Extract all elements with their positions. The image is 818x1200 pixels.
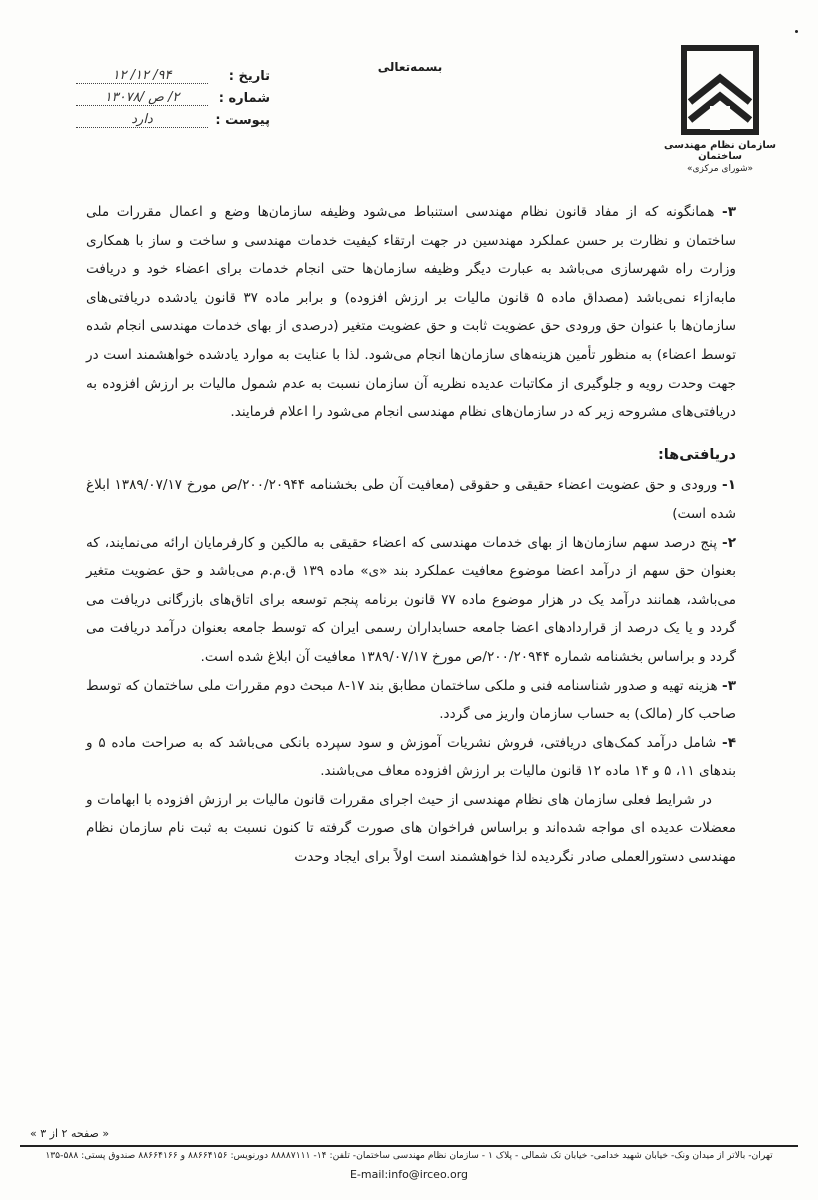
list-item (86, 471, 736, 528)
item-number: ۱- (722, 477, 736, 494)
page-number: « صفحه ۲ از ۳ » (30, 1127, 110, 1140)
item-number: ۴- (722, 734, 736, 751)
org-logo (655, 44, 785, 194)
letter-body (86, 198, 736, 872)
intro-number: ۳- (722, 204, 737, 220)
list-item (86, 729, 736, 786)
item-number: ۲- (722, 534, 736, 551)
bismillah: بسمه‌تعالی (377, 60, 443, 74)
footer-address: تهران- بالاتر از میدان ونک- خیابان شهید خدامی- خیابان تک شمالی - پلاک ۱ - سازمان نظام مهندسی ساختمان- تلفن: ۱۴- ۸۸۸۸۷۱۱۱ دورنویس: ۸۸۶۶۴۱۵۶ و ۸۸۶۶۴۱۶۶ صندوق پستی: ۵۸۸-۱۳۵ (45, 1150, 773, 1161)
footer-divider (20, 1145, 798, 1147)
org-name: سازمان نظام مهندسی ساختمان (664, 140, 776, 162)
scan-dot (795, 30, 798, 33)
item-text: شامل درآمد کمک‌های دریافتی، فروش نشریات آموزش و سود سپرده بانکی می‌باشد که به صراحت ماده ۵ و بندهای ۱۱، ۵ و ۱۴ ماده ۱۲ قانون مالیات بر ارزش افزوده معاف می‌باشند. (86, 734, 736, 780)
letter-meta (30, 62, 270, 128)
list-item (86, 672, 736, 729)
footer-email: E-mail:info@irceo.org (349, 1168, 469, 1181)
number-label: شماره : (218, 91, 270, 106)
closing-paragraph: در شرایط فعلی سازمان های نظام مهندسی از حیث اجرای مقررات قانون مالیات بر ارزش افزوده با ابهامات و معضلات عدیده ای مواجه شده‌اند و براساس فراخوان های صورت گرفته تا کنون نسبت به ثبت نام سازمان نظام مهندسی دستورالعملی صادر نگردیده لذا خواهشمند است اولاً برای ایجاد وحدت (86, 791, 736, 866)
intro-text: همانگونه که از مفاد قانون نظام مهندسی استنباط می‌شود وظیفه سازمان‌ها وضع و اعمال مقررات ملی ساختمان و نظارت بر حسن عملکرد مهندسین در جهت ارتقاء کیفیت خدمات مهندسی و ساخت و ساز با همکاری وزارت راه شهرسازی می‌باشد به عبارت دیگر وظیفه سازمان‌ها حتی انجام خدمات برای اعضاء خود و دریافت مابه‌ازاء نمی‌باشد (مصداق ماده ۵ قانون مالیات بر ارزش افزوده) و برابر ماده ۳۷ قانون یادشده دریافتی‌های سازمان‌ها با عنوان حق ورودی حق عضویت ثابت و حق عضویت متغیر (درصدی از بهای خدمات مهندسی انجام شده توسط اعضاء) به منظور تأمین هزینه‌های سازمان‌ها انجام می‌شود. لذا با عنایت به موارد یادشده خواهشمند است در جهت وحدت رویه و جلوگیری از مکاتبات عدیده نظریه آن سازمان نسبت به عدم شمول مالیات بر ارزش افزوده به دریافتی‌های مشروحه زیر که در سازمان‌های نظام مهندسی انجام می‌شود را اعلام فرمایند. (86, 204, 736, 421)
attachment-value: دارد (76, 112, 208, 128)
section-heading: دریافتی‌ها: (657, 446, 736, 463)
date-label: تاریخ : (228, 69, 270, 84)
item-text: هزینه تهیه و صدور شناسنامه فنی و ملکی ساختمان مطابق بند ۱۷-۸ مبحث دوم مقررات ملی ساختمان که توسط صاحب کار (مالک) به حساب سازمان واریز می گردد. (86, 677, 736, 723)
date-row (30, 62, 270, 84)
date-value: ۹۴/ ۱۲/ ۱۲ (76, 68, 208, 84)
item-text: ورودی و حق عضویت اعضاء حقیقی و حقوقی (معافیت آن طی بخشنامه ۲۰۰/۲۰۹۴۴/ص مورخ ۱۳۸۹/۰۷/۱۷ ابلاغ شده است) (86, 477, 736, 522)
number-value: ۲/ ص /۱۳۰۷۸ (76, 90, 208, 106)
number-row (30, 84, 270, 106)
list-item (86, 529, 736, 672)
attachment-label: پیوست : (215, 113, 270, 128)
item-number: ۳- (722, 677, 736, 694)
building-logo-icon (680, 44, 760, 136)
item-text: پنج درصد سهم سازمان‌ها از بهای خدمات مهندسی که اعضاء حقیقی به مالکین و کارفرمایان ارائه می‌نمایند، که بعنوان حق سهم از درآمد اعضا موضوع معافیت عملکرد بند «ی» ماده ۱۳۹ ق.م.م می‌باشد و حق عضویت متغیر می‌باشد، همانند درآمد یک در هزار موضوع ماده ۷۷ قانون برنامه پنجم توسعه برای اتاق‌های بازرگانی دریافت می گردد و یا یک درصد از قراردادهای اعضا جامعه حسابداران رسمی ایران که توسط جامعه بعنوان درآمد دریافت می گردد و براساس بخشنامه شماره ۲۰۰/۲۰۹۴۴/ص مورخ ۱۳۸۹/۰۷/۱۷ معافیت آن ابلاغ شده است. (86, 534, 736, 665)
intro-paragraph (86, 198, 736, 427)
org-office: «شورای مرکزی» (686, 164, 754, 174)
attachment-row (30, 106, 270, 128)
